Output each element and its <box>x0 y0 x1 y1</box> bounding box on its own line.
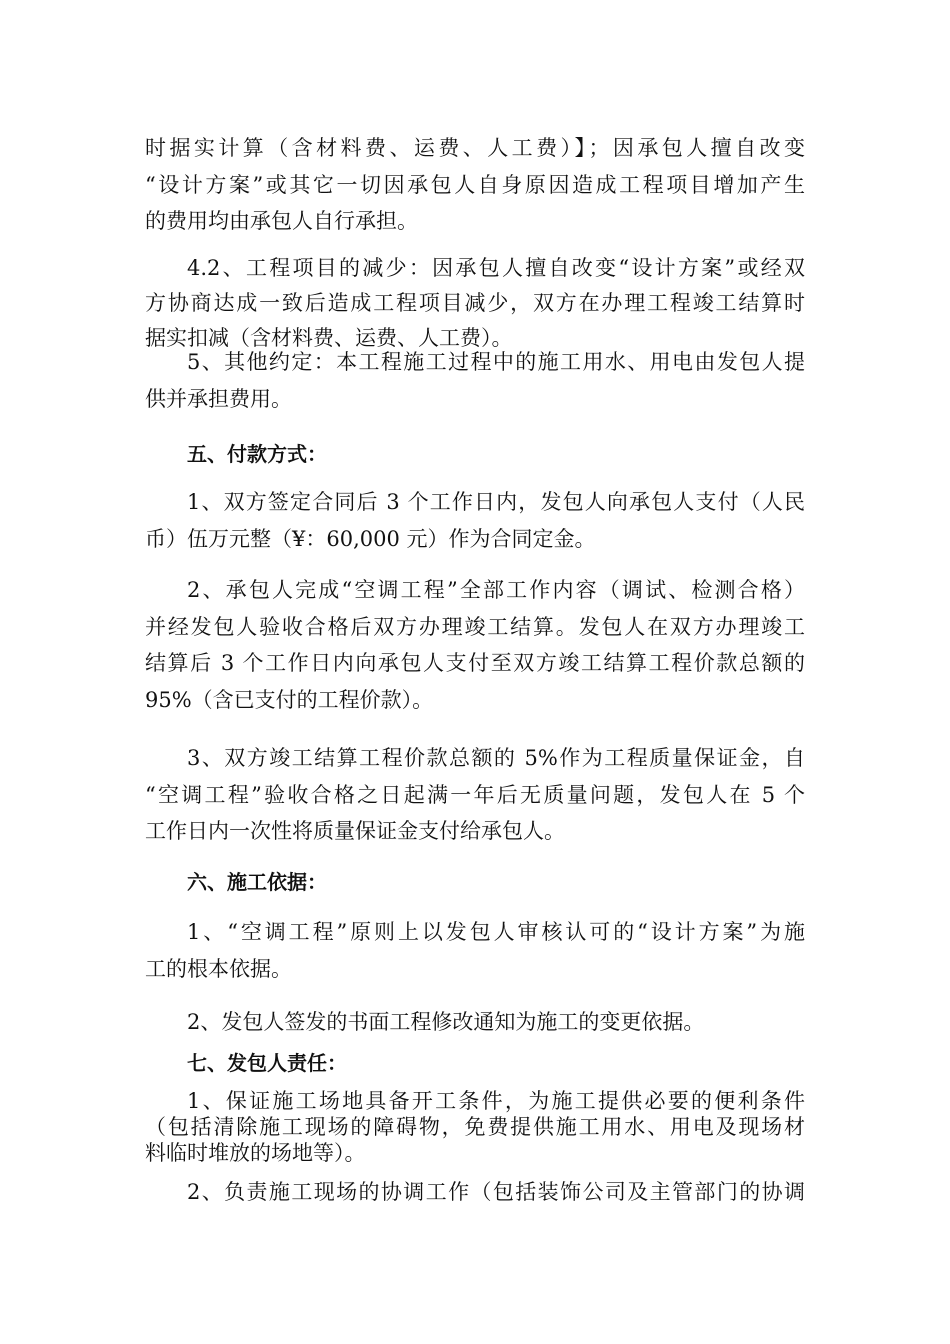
text-line: 4.2、工程项目的减少：因承包人擅自改变“设计方案”或经双 <box>187 256 805 280</box>
paragraph-other-agreement <box>145 344 805 417</box>
paragraph-duty-coordination <box>145 1175 805 1210</box>
text-line: 2、发包人签发的书面工程修改通知为施工的变更依据。 <box>187 1010 705 1034</box>
text-line: 的费用均由承包人自行承担。 <box>145 209 418 233</box>
text-line: 方协商达成一致后造成工程项目减少，双方在办理工程竣工结算时 <box>145 291 805 315</box>
paragraph-project-reduction <box>145 251 805 356</box>
text-line: 3、双方竣工结算工程价款总额的 5%作为工程质量保证金，自 <box>187 746 805 770</box>
paragraph-payment-warranty <box>145 740 805 850</box>
text-line: 工的根本依据。 <box>145 956 292 981</box>
text-line: 料临时堆放的场地等）。 <box>145 1141 366 1165</box>
text-line: 2、承包人完成“空调工程”全部工作内容（调试、检测合格） <box>187 578 805 602</box>
text-line: 工作日内一次性将质量保证金支付给承包人。 <box>145 819 565 843</box>
text-line: （包括清除施工现场的障碍物，免费提供施工用水、用电及现场材 <box>145 1115 805 1139</box>
text-line: 1、“空调工程”原则上以发包人审核认可的“设计方案”为施 <box>187 920 805 944</box>
paragraph-payment-deposit <box>145 484 805 557</box>
section-heading-payment: 五、付款方式： <box>187 442 327 466</box>
text-line: 2、负责施工现场的协调工作（包括装饰公司及主管部门的协调 <box>187 1180 805 1204</box>
paragraph-cost-increase-continued <box>145 130 805 240</box>
section-heading-employer-duties: 七、发包人责任： <box>187 1051 347 1075</box>
text-line: 供并承担费用。 <box>145 386 292 411</box>
paragraph-payment-settlement <box>145 572 805 718</box>
text-line: “空调工程”验收合格之日起满一年后无质量问题，发包人在 5 个 <box>145 782 805 807</box>
text-line: 时据实计算（含材料费、运费、人工费）】；因承包人擅自改变 <box>145 136 805 160</box>
text-line: 结算后 3 个工作日内向承包人支付至双方竣工结算工程价款总额的 <box>145 651 805 675</box>
section-heading-construction-basis: 六、施工依据： <box>187 870 327 894</box>
text-line: 并经发包人验收合格后双方办理竣工结算。发包人在双方办理竣工 <box>145 614 805 639</box>
text-line: 据实扣减（含材料费、运费、人工费）。 <box>145 326 513 350</box>
paragraph-duty-site-conditions <box>145 1088 805 1166</box>
text-line: 1、保证施工场地具备开工条件，为施工提供必要的便利条件 <box>187 1089 805 1113</box>
paragraph-basis-design <box>145 914 805 987</box>
text-line: 5、其他约定：本工程施工过程中的施工用水、用电由发包人提 <box>187 350 805 374</box>
text-line: 币）伍万元整（¥：60,000 元）作为合同定金。 <box>145 526 596 551</box>
text-line: 1、双方签定合同后 3 个工作日内，发包人向承包人支付（人民 <box>187 490 805 514</box>
text-line: “设计方案”或其它一切因承包人自身原因造成工程项目增加产生 <box>145 172 805 197</box>
paragraph-basis-change-notice <box>145 1004 805 1041</box>
text-line: 95%（含已支付的工程价款）。 <box>145 687 434 712</box>
